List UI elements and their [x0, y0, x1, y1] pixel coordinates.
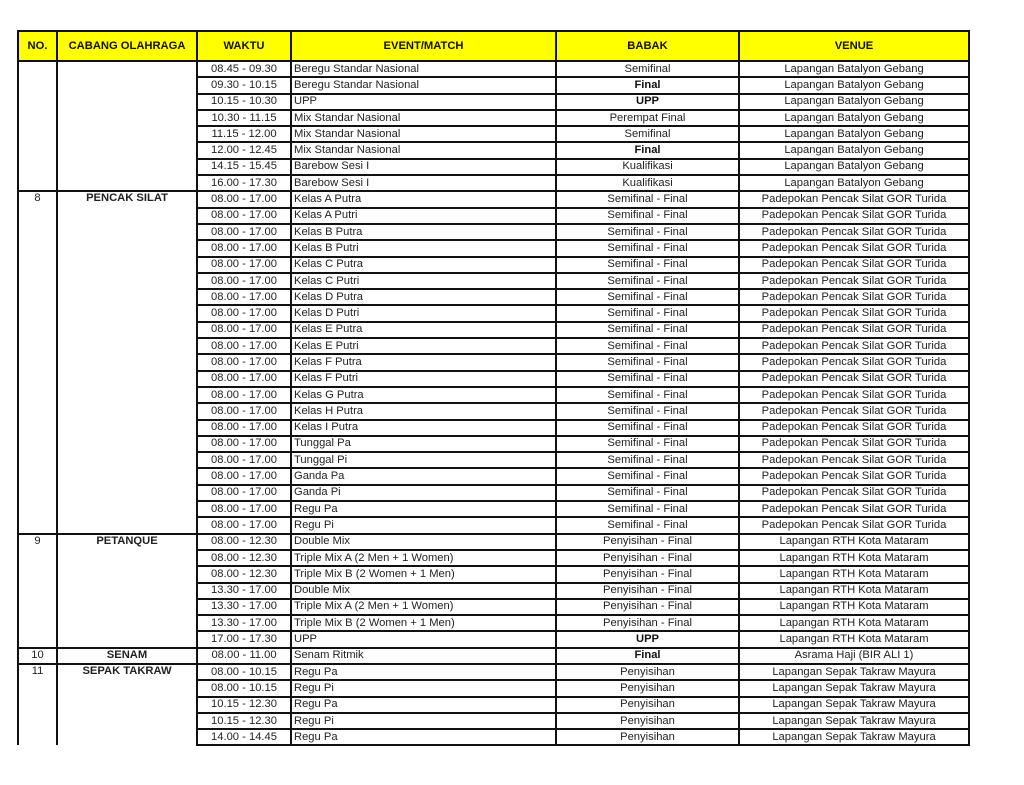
- cell-babak: Semifinal - Final: [556, 273, 739, 289]
- cell-babak: Semifinal - Final: [556, 371, 739, 387]
- cell-cabang-olahraga: PETANQUE: [57, 534, 197, 648]
- cell-event-match: Beregu Standar Nasional: [291, 77, 556, 93]
- header-babak: BABAK: [556, 31, 739, 61]
- cell-no: 9: [18, 534, 57, 648]
- cell-waktu: 08.00 - 17.00: [197, 191, 291, 207]
- header-waktu: WAKTU: [197, 31, 291, 61]
- cell-venue: Padepokan Pencak Silat GOR Turida: [739, 305, 969, 321]
- cell-event-match: Regu Pi: [291, 517, 556, 533]
- cell-babak: Semifinal - Final: [556, 191, 739, 207]
- cell-waktu: 08.00 - 17.00: [197, 354, 291, 370]
- cell-event-match: Kelas C Putra: [291, 257, 556, 273]
- cell-event-match: Double Mix: [291, 534, 556, 550]
- cell-venue: Padepokan Pencak Silat GOR Turida: [739, 208, 969, 224]
- cell-venue: Lapangan Batalyon Gebang: [739, 110, 969, 126]
- cell-cabang-olahraga: [57, 61, 197, 191]
- cell-babak: Penyisihan: [556, 680, 739, 696]
- cell-waktu: 08.00 - 17.00: [197, 420, 291, 436]
- cell-waktu: 08.00 - 17.00: [197, 371, 291, 387]
- cell-babak: Semifinal - Final: [556, 436, 739, 452]
- cell-event-match: UPP: [291, 631, 556, 647]
- cell-event-match: Regu Pi: [291, 713, 556, 729]
- cell-waktu: 13.30 - 17.00: [197, 615, 291, 631]
- cell-venue: Lapangan Sepak Takraw Mayura: [739, 697, 969, 713]
- cell-event-match: Double Mix: [291, 583, 556, 599]
- cell-venue: Lapangan Batalyon Gebang: [739, 77, 969, 93]
- cell-babak: Semifinal - Final: [556, 485, 739, 501]
- cell-babak: Perempat Final: [556, 110, 739, 126]
- cell-no: 10: [18, 648, 57, 664]
- cell-babak: Penyisihan - Final: [556, 566, 739, 582]
- cell-waktu: 11.15 - 12.00: [197, 126, 291, 142]
- cell-babak: Semifinal - Final: [556, 224, 739, 240]
- cell-venue: Lapangan RTH Kota Mataram: [739, 534, 969, 550]
- cell-waktu: 08.00 - 17.00: [197, 452, 291, 468]
- cell-event-match: Mix Standar Nasional: [291, 142, 556, 158]
- cell-venue: Padepokan Pencak Silat GOR Turida: [739, 273, 969, 289]
- cell-waktu: 10.30 - 11.15: [197, 110, 291, 126]
- cell-venue: Padepokan Pencak Silat GOR Turida: [739, 224, 969, 240]
- cell-waktu: 13.30 - 17.00: [197, 599, 291, 615]
- cell-babak: Penyisihan - Final: [556, 550, 739, 566]
- cell-venue: Padepokan Pencak Silat GOR Turida: [739, 191, 969, 207]
- cell-venue: Lapangan RTH Kota Mataram: [739, 599, 969, 615]
- cell-venue: Padepokan Pencak Silat GOR Turida: [739, 240, 969, 256]
- cell-babak: Semifinal - Final: [556, 501, 739, 517]
- cell-event-match: Beregu Standar Nasional: [291, 61, 556, 77]
- cell-event-match: Triple Mix A (2 Men + 1 Women): [291, 599, 556, 615]
- cell-event-match: Kelas B Putri: [291, 240, 556, 256]
- cell-waktu: 17.00 - 17.30: [197, 631, 291, 647]
- cell-event-match: Regu Pa: [291, 697, 556, 713]
- cell-waktu: 08.00 - 12.30: [197, 534, 291, 550]
- cell-waktu: 08.00 - 17.00: [197, 517, 291, 533]
- cell-venue: Padepokan Pencak Silat GOR Turida: [739, 371, 969, 387]
- cell-venue: Lapangan Batalyon Gebang: [739, 61, 969, 77]
- cell-babak: Penyisihan - Final: [556, 615, 739, 631]
- cell-venue: Lapangan Sepak Takraw Mayura: [739, 729, 969, 745]
- cell-cabang-olahraga: SENAM: [57, 648, 197, 664]
- cell-event-match: Triple Mix B (2 Women + 1 Men): [291, 566, 556, 582]
- cell-event-match: Barebow Sesi I: [291, 159, 556, 175]
- table-body: [18, 61, 969, 745]
- cell-event-match: Kelas D Putri: [291, 305, 556, 321]
- cell-waktu: 08.00 - 10.15: [197, 680, 291, 696]
- cell-event-match: Regu Pa: [291, 501, 556, 517]
- table-row: [18, 61, 969, 77]
- cell-babak: Semifinal - Final: [556, 517, 739, 533]
- table-row: [18, 648, 969, 664]
- cell-venue: Lapangan RTH Kota Mataram: [739, 583, 969, 599]
- cell-babak: Penyisihan - Final: [556, 599, 739, 615]
- cell-waktu: 16.00 - 17.30: [197, 175, 291, 191]
- cell-waktu: 09.30 - 10.15: [197, 77, 291, 93]
- cell-babak: UPP: [556, 631, 739, 647]
- cell-babak: Semifinal - Final: [556, 305, 739, 321]
- cell-babak: Semifinal - Final: [556, 338, 739, 354]
- cell-babak: Semifinal: [556, 61, 739, 77]
- cell-venue: Padepokan Pencak Silat GOR Turida: [739, 452, 969, 468]
- cell-waktu: 08.00 - 17.00: [197, 387, 291, 403]
- cell-waktu: 08.00 - 17.00: [197, 240, 291, 256]
- cell-waktu: 08.00 - 10.15: [197, 664, 291, 680]
- cell-event-match: Kelas I Putra: [291, 420, 556, 436]
- cell-cabang-olahraga: SEPAK TAKRAW: [57, 664, 197, 745]
- cell-venue: Padepokan Pencak Silat GOR Turida: [739, 403, 969, 419]
- cell-venue: Padepokan Pencak Silat GOR Turida: [739, 517, 969, 533]
- cell-babak: Semifinal - Final: [556, 403, 739, 419]
- cell-waktu: 08.00 - 11.00: [197, 648, 291, 664]
- cell-waktu: 08.00 - 17.00: [197, 485, 291, 501]
- cell-event-match: Regu Pi: [291, 680, 556, 696]
- cell-event-match: Tunggal Pa: [291, 436, 556, 452]
- cell-waktu: 08.00 - 17.00: [197, 305, 291, 321]
- cell-event-match: Ganda Pi: [291, 485, 556, 501]
- cell-waktu: 14.00 - 14.45: [197, 729, 291, 745]
- cell-event-match: Kelas E Putra: [291, 322, 556, 338]
- cell-babak: Final: [556, 142, 739, 158]
- cell-venue: Padepokan Pencak Silat GOR Turida: [739, 257, 969, 273]
- cell-waktu: 14.15 - 15.45: [197, 159, 291, 175]
- cell-babak: Kualifikasi: [556, 175, 739, 191]
- cell-event-match: Kelas G Putra: [291, 387, 556, 403]
- cell-waktu: 10.15 - 12.30: [197, 697, 291, 713]
- cell-waktu: 08.00 - 17.00: [197, 273, 291, 289]
- cell-no: 8: [18, 191, 57, 533]
- cell-waktu: 08.00 - 12.30: [197, 550, 291, 566]
- cell-no: [18, 61, 57, 191]
- cell-babak: Semifinal - Final: [556, 387, 739, 403]
- cell-babak: Penyisihan: [556, 697, 739, 713]
- cell-waktu: 08.00 - 17.00: [197, 224, 291, 240]
- cell-babak: Semifinal: [556, 126, 739, 142]
- cell-event-match: Kelas A Putra: [291, 191, 556, 207]
- cell-venue: Lapangan Batalyon Gebang: [739, 142, 969, 158]
- cell-babak: Penyisihan - Final: [556, 583, 739, 599]
- cell-event-match: Kelas H Putra: [291, 403, 556, 419]
- cell-waktu: 08.00 - 17.00: [197, 257, 291, 273]
- cell-venue: Lapangan Sepak Takraw Mayura: [739, 713, 969, 729]
- cell-babak: Semifinal - Final: [556, 289, 739, 305]
- cell-event-match: Kelas F Putri: [291, 371, 556, 387]
- cell-event-match: Mix Standar Nasional: [291, 110, 556, 126]
- table-header: [18, 31, 969, 61]
- cell-event-match: Regu Pa: [291, 729, 556, 745]
- cell-event-match: Tunggal Pi: [291, 452, 556, 468]
- schedule-table: [17, 30, 970, 746]
- cell-venue: Padepokan Pencak Silat GOR Turida: [739, 354, 969, 370]
- cell-venue: Padepokan Pencak Silat GOR Turida: [739, 387, 969, 403]
- cell-venue: Padepokan Pencak Silat GOR Turida: [739, 485, 969, 501]
- cell-event-match: Triple Mix A (2 Men + 1 Women): [291, 550, 556, 566]
- cell-waktu: 08.00 - 17.00: [197, 208, 291, 224]
- cell-venue: Padepokan Pencak Silat GOR Turida: [739, 338, 969, 354]
- cell-waktu: 08.00 - 12.30: [197, 566, 291, 582]
- header-no: NO.: [18, 31, 57, 61]
- header-row: [18, 31, 969, 61]
- cell-venue: Lapangan Batalyon Gebang: [739, 175, 969, 191]
- table-row: [18, 191, 969, 207]
- cell-babak: UPP: [556, 94, 739, 110]
- header-cabang-olahraga: CABANG OLAHRAGA: [57, 31, 197, 61]
- cell-waktu: 08.00 - 17.00: [197, 468, 291, 484]
- cell-event-match: Kelas C Putri: [291, 273, 556, 289]
- cell-venue: Padepokan Pencak Silat GOR Turida: [739, 436, 969, 452]
- cell-babak: Penyisihan - Final: [556, 534, 739, 550]
- cell-venue: Padepokan Pencak Silat GOR Turida: [739, 289, 969, 305]
- cell-babak: Penyisihan: [556, 713, 739, 729]
- cell-no: 11: [18, 664, 57, 745]
- header-venue: VENUE: [739, 31, 969, 61]
- cell-waktu: 12.00 - 12.45: [197, 142, 291, 158]
- cell-babak: Penyisihan: [556, 729, 739, 745]
- cell-event-match: Kelas F Putra: [291, 354, 556, 370]
- cell-babak: Semifinal - Final: [556, 468, 739, 484]
- cell-venue: Lapangan Batalyon Gebang: [739, 159, 969, 175]
- cell-venue: Lapangan RTH Kota Mataram: [739, 631, 969, 647]
- cell-venue: Lapangan Sepak Takraw Mayura: [739, 680, 969, 696]
- cell-waktu: 13.30 - 17.00: [197, 583, 291, 599]
- cell-waktu: 08.00 - 17.00: [197, 289, 291, 305]
- cell-venue: Padepokan Pencak Silat GOR Turida: [739, 322, 969, 338]
- cell-babak: Kualifikasi: [556, 159, 739, 175]
- cell-babak: Semifinal - Final: [556, 420, 739, 436]
- cell-event-match: Senam Ritmik: [291, 648, 556, 664]
- cell-babak: Semifinal - Final: [556, 240, 739, 256]
- cell-babak: Semifinal - Final: [556, 208, 739, 224]
- cell-venue: Lapangan Sepak Takraw Mayura: [739, 664, 969, 680]
- cell-waktu: 08.00 - 17.00: [197, 501, 291, 517]
- cell-babak: Semifinal - Final: [556, 452, 739, 468]
- table-row: [18, 534, 969, 550]
- header-event-match: EVENT/MATCH: [291, 31, 556, 61]
- cell-venue: Padepokan Pencak Silat GOR Turida: [739, 468, 969, 484]
- cell-event-match: Kelas D Putra: [291, 289, 556, 305]
- cell-event-match: Ganda Pa: [291, 468, 556, 484]
- cell-event-match: Kelas A Putri: [291, 208, 556, 224]
- cell-event-match: Regu Pa: [291, 664, 556, 680]
- cell-event-match: Kelas E Putri: [291, 338, 556, 354]
- cell-cabang-olahraga: PENCAK SILAT: [57, 191, 197, 533]
- cell-waktu: 08.00 - 17.00: [197, 436, 291, 452]
- cell-venue: Lapangan RTH Kota Mataram: [739, 566, 969, 582]
- cell-babak: Semifinal - Final: [556, 354, 739, 370]
- cell-waktu: 08.00 - 17.00: [197, 322, 291, 338]
- cell-event-match: Kelas B Putra: [291, 224, 556, 240]
- cell-event-match: Triple Mix B (2 Women + 1 Men): [291, 615, 556, 631]
- cell-babak: Semifinal - Final: [556, 322, 739, 338]
- cell-babak: Semifinal - Final: [556, 257, 739, 273]
- table-row: [18, 664, 969, 680]
- cell-event-match: Barebow Sesi I: [291, 175, 556, 191]
- cell-venue: Lapangan Batalyon Gebang: [739, 126, 969, 142]
- cell-venue: Padepokan Pencak Silat GOR Turida: [739, 501, 969, 517]
- cell-venue: Padepokan Pencak Silat GOR Turida: [739, 420, 969, 436]
- cell-event-match: Mix Standar Nasional: [291, 126, 556, 142]
- cell-waktu: 08.45 - 09.30: [197, 61, 291, 77]
- cell-babak: Final: [556, 648, 739, 664]
- cell-venue: Lapangan Batalyon Gebang: [739, 94, 969, 110]
- cell-babak: Penyisihan: [556, 664, 739, 680]
- cell-waktu: 08.00 - 17.00: [197, 338, 291, 354]
- cell-waktu: 10.15 - 12.30: [197, 713, 291, 729]
- cell-venue: Lapangan RTH Kota Mataram: [739, 615, 969, 631]
- cell-event-match: UPP: [291, 94, 556, 110]
- cell-venue: Lapangan RTH Kota Mataram: [739, 550, 969, 566]
- cell-waktu: 08.00 - 17.00: [197, 403, 291, 419]
- cell-venue: Asrama Haji (BIR ALI 1): [739, 648, 969, 664]
- cell-babak: Final: [556, 77, 739, 93]
- cell-waktu: 10.15 - 10.30: [197, 94, 291, 110]
